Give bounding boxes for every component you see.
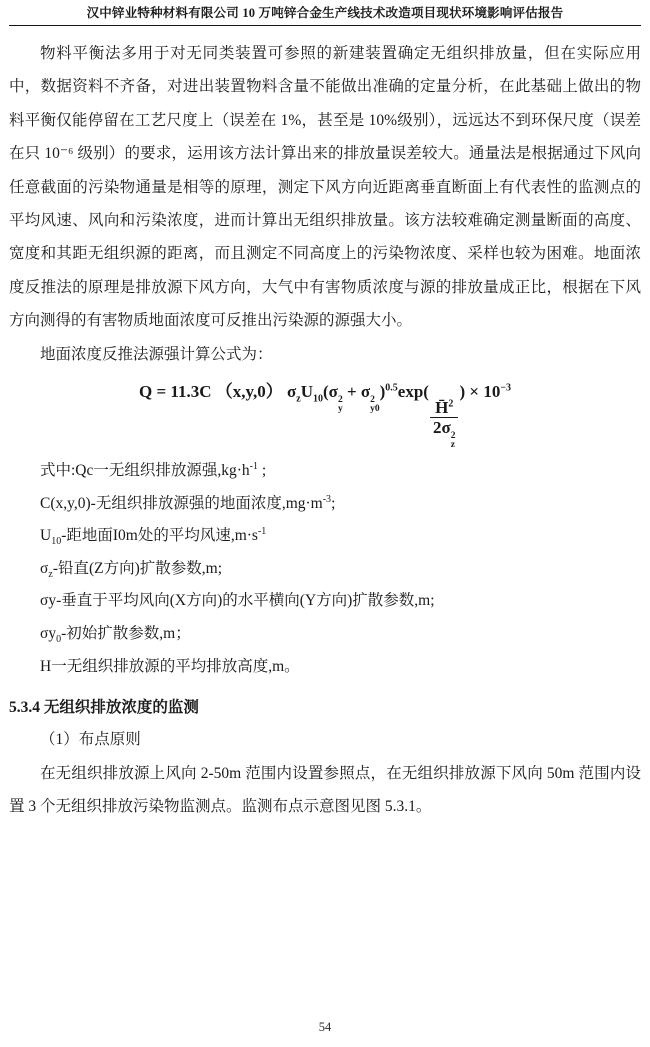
header-rule: [9, 25, 641, 26]
section-heading-5-3-4: 5.3.4 无组织排放浓度的监测: [9, 699, 199, 717]
header-title: 汉中锌业特种材料有限公司 10 万吨锌合金生产线技术改造项目现状环境影响评估报告: [86, 6, 564, 20]
definition-line: H一无组织排放源的平均排放高度,m。: [40, 657, 300, 675]
document-content: [9, 37, 641, 823]
definition-line: $U_{10}-$距地面I0m处的平均风速$,m\cdot s^{-1}$: [40, 526, 267, 548]
definition-line: $\sigma_z-$铅直(Z方向)扩散参数,m;: [40, 559, 223, 580]
formula-fraction: H̄$^2$ 2σ 2 z: [430, 398, 459, 450]
definition-line: $\sigma y_0-$初始扩散参数,m；: [40, 625, 191, 646]
page-header: [9, 5, 641, 26]
paragraph-emission-methods: 物料平衡法多用于对无同类装置可参照的新建装置确定无组织排放量，但在实际应用中，数据资料不齐备，对进出装置物料含量不能做出准确的定量分析，在此基础上做出的物料平衡仅能停留在工艺尺度上（误差在 1%，甚至是 10%级别），远远达不到环保尺度（误差在只 10⁻⁶ 级别）的要求，运用该方法计算出来的排放量误差较大。通量法是根据通过下风向任意截面的污染物通量是相等的原理，测定下风方向近距离垂直断面上有代表性的监测点的平均风速、风向和污染浓度，进而计算出无组织排放量。该方法较难确定测量断面的高度、宽度和其距无组织源的距离，而且测定不同高度上的污染物浓度、采样也较为困难。地面浓度反推法的原理是排放源下风方向，大气中有害物质浓度与源的排放量成正比，根据在下风方向测得的有害物质地面浓度可反推出污染源的源强大小。: [9, 45, 641, 330]
page-number: 54: [318, 1020, 332, 1034]
subitem-layout-principle: （1）布点原则: [40, 731, 141, 749]
definition-line: C(x,y,0)-无组织排放源强的地面浓度$,mg\cdot m^{-3}$;: [40, 493, 336, 512]
formula-intro: 地面浓度反推法源强计算公式为：: [40, 345, 273, 363]
paragraph-monitoring-points: 在无组织排放源上风向 2-50m 范围内设置参照点，在无组织排放源下风向 50m 范围内设置 3 个无组织排放污染物监测点。监测布点示意图见图 5.3.1。: [9, 764, 641, 816]
source-strength-formula: Q = 11.3C （x,y,0） $\sigma_zU_{10}(\sigma$ 2 y + σ 2 y0 )$^{0.5}$exp( H̄$^2$ 2σ 2 z ) × $10^{-3}$: [138, 382, 512, 451]
definition-line: σy-垂直于平均风向(X方向)的水平横向(Y方向)扩散参数,m;: [40, 592, 435, 610]
page-footer: [0, 1020, 650, 1035]
definition-line: 式中:Qc一无组织排放源强$,kg\cdot h^{-1}$ ;: [40, 460, 267, 480]
formula-definitions: [9, 455, 641, 683]
